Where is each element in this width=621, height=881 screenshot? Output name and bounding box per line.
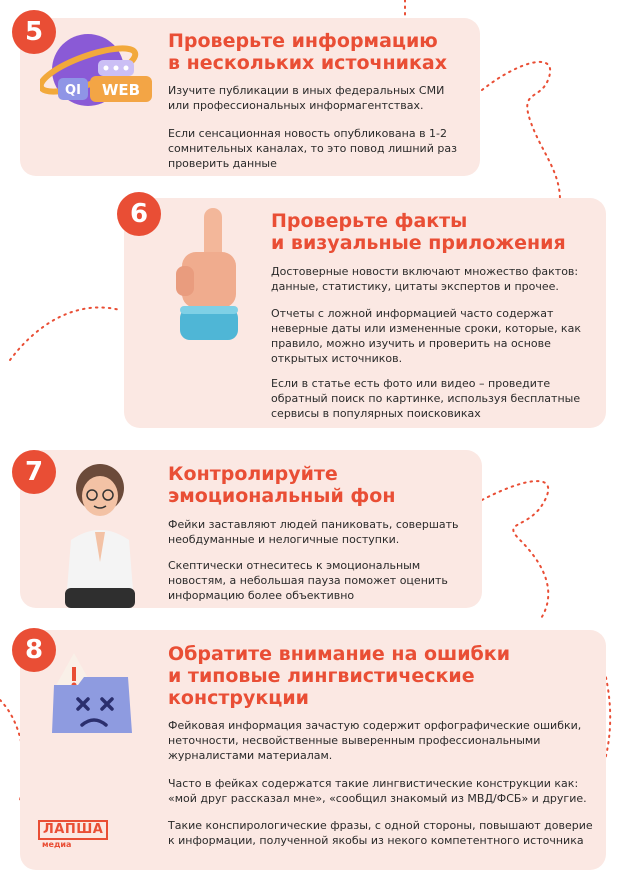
section-paragraph: Фейки заставляют людей паниковать, совершать необдуманные и нелогичные поступки. xyxy=(168,518,459,546)
section-number-badge: 5 xyxy=(12,10,56,54)
section-paragraph: Если сенсационная новость опубликована в 1-2 сомнительных каналах, то это повод лишний раз проверить данные xyxy=(168,127,457,170)
globe-web-icon xyxy=(40,30,160,120)
section-title: Контролируйте эмоциональный фон xyxy=(168,463,396,507)
logo-main-text: ЛАПША xyxy=(38,820,108,840)
qi-icon-label: QI xyxy=(65,83,81,98)
web-icon-label: WEB xyxy=(101,81,141,99)
section-paragraph: Изучите публикации в иных федеральных СМИ или профессиональных информагентствах. xyxy=(168,84,445,112)
section-paragraph: Скептически отнеситесь к эмоциональным новостям, а небольшая пауза поможет оценить информацию более объективно xyxy=(168,559,448,602)
pointing-finger-icon xyxy=(168,208,248,348)
sad-folder-warning-icon xyxy=(48,645,138,740)
logo-sub-text: медиа xyxy=(42,840,72,849)
section-paragraph: Достоверные новости включают множество фактов: данные, статистику, цитаты экспертов и прочее. xyxy=(271,265,579,293)
section-title: Обратите внимание на ошибки и типовые лингвистические конструкции xyxy=(168,643,511,709)
section-paragraph: Часто в фейках содержатся такие лингвистические конструкции как: «мой друг рассказал мне», «сообщил знакомый из МВД/ФСБ» и другие. xyxy=(168,777,587,805)
section-paragraph: Такие конспирологические фразы, с одной стороны, повышают доверие к информации, полученной якобы из некого компетентного источника xyxy=(168,819,593,847)
section-paragraph: Если в статье есть фото или видео – проведите обратный поиск по картинке, используя бесплатные сервисы в популярных поисковиках xyxy=(271,377,581,420)
section-number-badge: 6 xyxy=(117,192,161,236)
section-title: Проверьте факты и визуальные приложения xyxy=(271,210,566,254)
section-paragraph: Отчеты с ложной информацией часто содержат неверные даты или измененные сроки, которые, как правило, можно изучить и проверить на основе открытых источников. xyxy=(271,307,581,365)
meditating-person-icon xyxy=(55,462,145,608)
section-number-badge: 8 xyxy=(12,628,56,672)
lapsha-media-logo xyxy=(38,818,108,850)
section-number-badge: 7 xyxy=(12,450,56,494)
section-paragraph: Фейковая информация зачастую содержит орфографические ошибки, неточности, несвойственные выверенным профессиональными журналистами материалам. xyxy=(168,719,582,762)
section-title: Проверьте информацию в нескольких источниках xyxy=(168,30,447,74)
